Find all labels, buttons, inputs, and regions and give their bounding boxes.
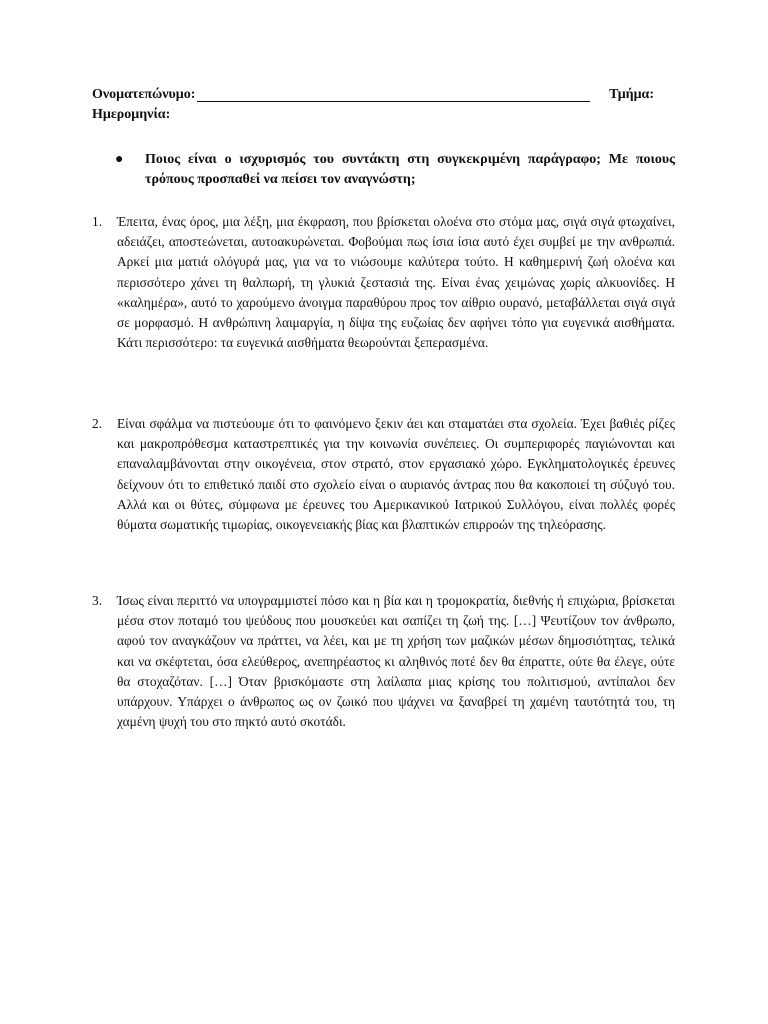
question-text: Ποιος είναι ο ισχυρισμός του συντάκτη στη συγκεκριμένη παράγραφο; Με ποιους τρόπους προσπαθεί να πείσει τον αναγνώστη; — [145, 152, 675, 187]
date-label: Ημερομηνία: — [92, 107, 171, 122]
list-item — [92, 591, 675, 732]
name-label: Ονοματεπώνυμο: — [92, 87, 196, 102]
item-text: Έπειτα, ένας όρος, μια λέξη, μια έκφραση, που βρίσκεται ολοένα στο στόμα μας, σιγά σιγά φτωχαίνει, αδειάζει, αποστεώνεται, αυτοακυρώνεται. Φοβούμαι πως ίσια ίσια αυτό έχει συμβεί με την ανθρωπιά. Αρκεί μια ματιά ολόγυρά μας, για να το νιώσουμε καλύτερα τούτο. Η καθημερινή ζωή ολοένα και περισσότερο χάνει τη θαλπωρή, τη γλυκιά ζεστασιά της. Είναι ένας χειμώνας χωρίς αλκυονίδες. Η «καλημέρα», αυτό το χαρούμενο άνοιγμα παραθύρου προς τον αίθριο ουρανό, μεταβάλλεται σιγά σιγά σε μορφασμό. Η ανθρώπινη λαιμαργία, η δίψα της ευζωίας δεν αφήνει τόπο για ευγενικά αισθήματα. Κάτι περισσότερο: τα ευγενικά αισθήματα θεωρούνται ξεπερασμένα. — [117, 214, 675, 351]
item-number: 2. — [92, 416, 103, 431]
item-number: 3. — [92, 593, 103, 608]
item-number: 1. — [92, 214, 103, 229]
question-bullet — [117, 150, 675, 190]
header-row — [92, 87, 658, 107]
item-text: Είναι σφάλμα να πιστεύουμε ότι το φαινόμενο ξεκιν άει και σταματάει στα σχολεία. Έχει βαθιές ρίζες και μακροπρόθεσμα καταστρεπτικές για την κοινωνία συνέπειες. Οι συμπεριφορές παγιώνονται και επαναλαμβάνονται στην οικογένεια, στον στρατό, στον εργασιακό χώρο. Εγκληματολογικές έρευνες δείχνουν ότι το επιθετικό παιδί στο σχολείο είναι ο αυριανός άντρας που θα κακοποιεί τη σύζυγό του. Αλλά και οι θύτες, σύμφωνα με έρευνες του Αμερικανικού Ιατρικού Συλλόγου, είναι πολλές φορές θύματα σωματικής τιμωρίας, οικογενειακής βίας και βλαπτικών επιρροών της τηλεόρασης. — [117, 416, 675, 533]
list-item — [92, 414, 675, 535]
bullet-icon: ● — [115, 152, 124, 167]
department-label: Τμήμα: — [609, 87, 654, 102]
list-item — [92, 212, 675, 353]
item-text: Ίσως είναι περιττό να υπογραμμιστεί πόσο και η βία και η τρομοκρατία, διεθνής ή επιχώρια, βρίσκεται μέσα στον ποταμό του ψεύδους που μουσκεύει και σαπίζει τη ζωή της. […] Ψευτίζουν τον άνθρωπο, αφού τον αναγκάζουν να πράττει, να λέει, και με τη χρήση των μαζικών μέσων δημοσιότητας, τελικά και να σκέφτεται, όσα ελεύθερος, ανεπηρέαστος κι αληθινός ποτέ δεν θα έπραττε, ούτε θα έλεγε, ούτε θα στοχαζόταν. […] Όταν βρισκόμαστε στη λαίλαπα μιας κρίσης του πολιτισμού, αντίπαλοι δεν υπάρχουν. Υπάρχει ο άνθρωπος ως ον ζωικό που ψάχνει να ξαναβρεί τη χαμένη ταυτότητά του, τη χαμένη ψυχή του στο πηκτό αυτό σκοτάδι. — [117, 593, 675, 730]
